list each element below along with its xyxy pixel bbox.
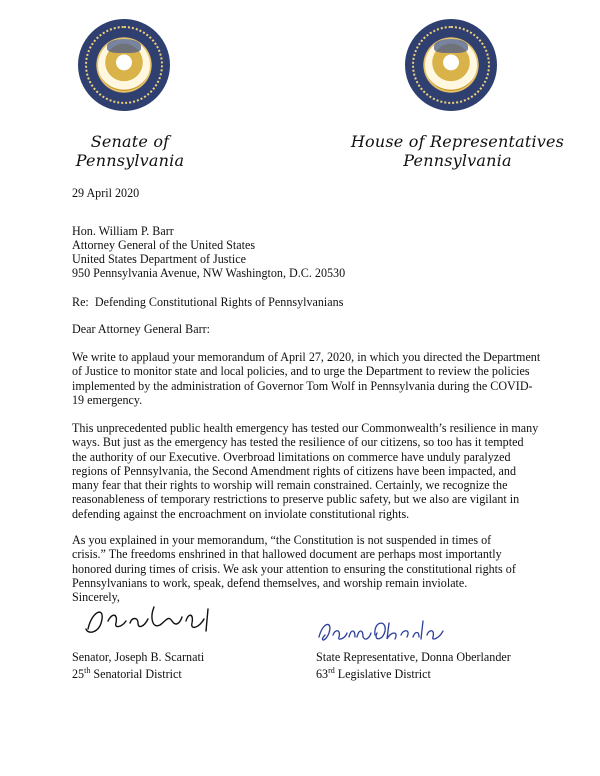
senate-seal-eagle-icon (107, 39, 141, 53)
closing: Sincerely, (72, 590, 120, 604)
signer-right-district (316, 664, 431, 681)
senate-letterhead (70, 132, 190, 170)
paragraph-3: As you explained in your memorandum, “the Constitution is not suspended in times of crisis.” The freedoms enshrined in that hallowed document are perhaps most importantly honored during times of crisis. We ask your attention to ensuring the constitutional rights of Pennsylvanians to work, speak, defend themselves, and worship remain inviolate. (72, 533, 516, 590)
signature-oberlander (315, 611, 455, 649)
subject-line: Re: Defending Constitutional Rights of Pennsylvanians (72, 295, 344, 309)
house-seal-icon (405, 19, 497, 111)
senate-name-line2: Pennsylvania (75, 151, 185, 170)
house-letterhead (335, 132, 580, 170)
signature-scarnati (82, 599, 222, 639)
signer-left-district-number: 25 (72, 667, 85, 682)
signer-left-district (72, 664, 182, 681)
paragraph-1: We write to applaud your memorandum of April 27, 2020, in which you directed the Department of Justice to monitor state and local policies, and to urge the Department to review the policies implemented by the administration of Governor Tom Wolf in Pennsylvania during the COVID- 19 emergency. (72, 350, 541, 407)
house-seal-eagle-icon (434, 39, 468, 53)
senate-name-line1: Senate of (90, 132, 170, 151)
recipient-line-2: Attorney General of the United States (72, 238, 256, 252)
signer-left-district-label: Senatorial District (90, 667, 182, 682)
signer-right-district-label: Legislative District (334, 667, 431, 682)
salutation: Dear Attorney General Barr: (72, 322, 211, 336)
house-name-line1: House of Representatives (350, 132, 565, 151)
recipient-line-3: United States Department of Justice (72, 252, 246, 266)
signer-right-title: State Representative, Donna Oberlander (316, 650, 511, 664)
signer-right-district-number: 63 (316, 667, 329, 682)
house-name-line2: Pennsylvania (403, 151, 512, 170)
recipient-line-4: 950 Pennsylvania Avenue, NW Washington, D.C. 20530 (72, 266, 346, 280)
signer-right-district-suffix: rd (328, 666, 335, 675)
signer-left-district-suffix: th (84, 666, 91, 675)
letter-date: 29 April 2020 (72, 186, 140, 200)
paragraph-2: This unprecedented public health emergency has tested our Commonwealth’s resilience in many ways. But just as the emergency has tested the resilience of our citizens, so too has it tempted the authority of our Executive. Overbroad limitations on commerce have unduly paralyzed regions of Pennsylvania, the Second Amendment rights of citizens have been impacted, and many fear that their rights to worship will remain constrained. Certainly, we recognize the reasonableness of temporary restrictions to preserve public safety, but we also are vigilant in defending against the encroachment on inviolate constitutional rights. (72, 421, 539, 521)
signer-left-title: Senator, Joseph B. Scarnati (72, 650, 205, 664)
recipient-line-1: Hon. William P. Barr (72, 224, 174, 238)
senate-seal-icon (78, 19, 170, 111)
